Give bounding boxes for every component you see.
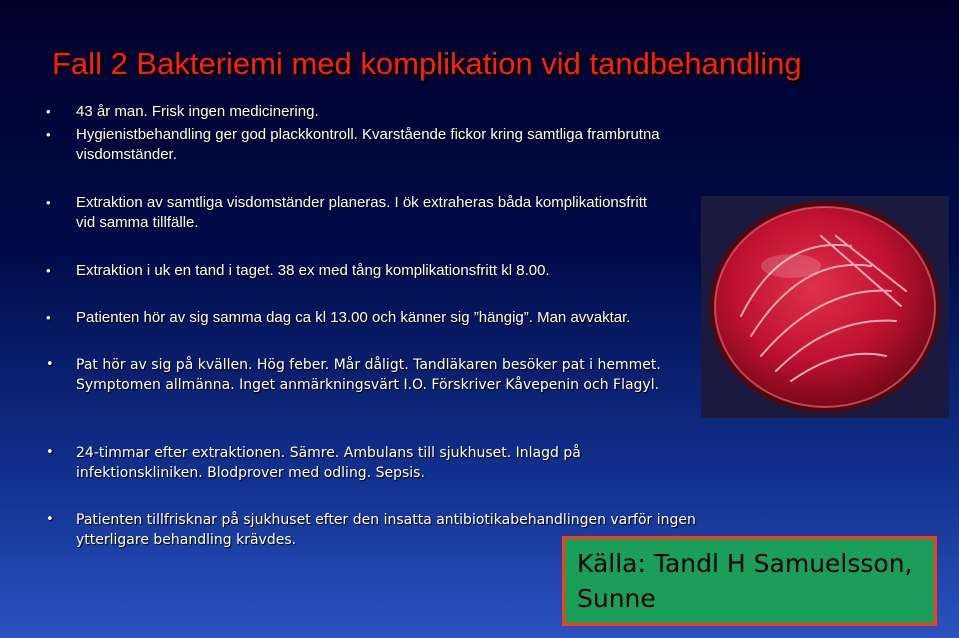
bullet-item: • Patienten hör av sig samma dag ca kl 13.00 och känner sig ”hängig”. Man avvaktar. [76, 308, 716, 328]
bullet-item: • Extraktion i uk en tand i taget. 38 ex med tång komplikationsfritt kl 8.00. [76, 261, 696, 281]
bullet-item: • 43 år man. Frisk ingen medicinering. [76, 102, 696, 122]
bullet-item: • 24-timmar efter extraktionen. Sämre. Ambulans till sjukhuset. Inlagd på infektionskliniken. Blodprover med odling. Sepsis. [76, 443, 676, 483]
bullet-item: • Pat hör av sig på kvällen. Hög feber. Mår dåligt. Tandläkaren besöker pat i hemmet. Symptomen allmänna. Inget anmärkningsvärt I.O. Förskriver Kåvepenin och Flagyl. [76, 355, 716, 395]
bullet-item: • Hygienistbehandling ger god plackkontroll. Kvarstående fickor kring samtliga frambrutna visdomständer. [76, 125, 696, 165]
petri-dish-photo [701, 196, 949, 418]
bullet-item: • Patienten tillfrisknar på sjukhuset efter den insatta antibiotikabehandlingen varför ingen ytterligare behandling krävdes. [76, 510, 696, 550]
bullet-item: • Extraktion av samtliga visdomständer planeras. I ök extraheras båda komplikationsfritt vid samma tillfälle. [76, 193, 656, 233]
source-box: Källa: Tandl H Samuelsson, Sunne [562, 536, 937, 626]
blood-agar-petri-dish-image [701, 196, 949, 418]
slide-title: Fall 2 Bakteriemi med komplikation vid tandbehandling [52, 46, 802, 81]
